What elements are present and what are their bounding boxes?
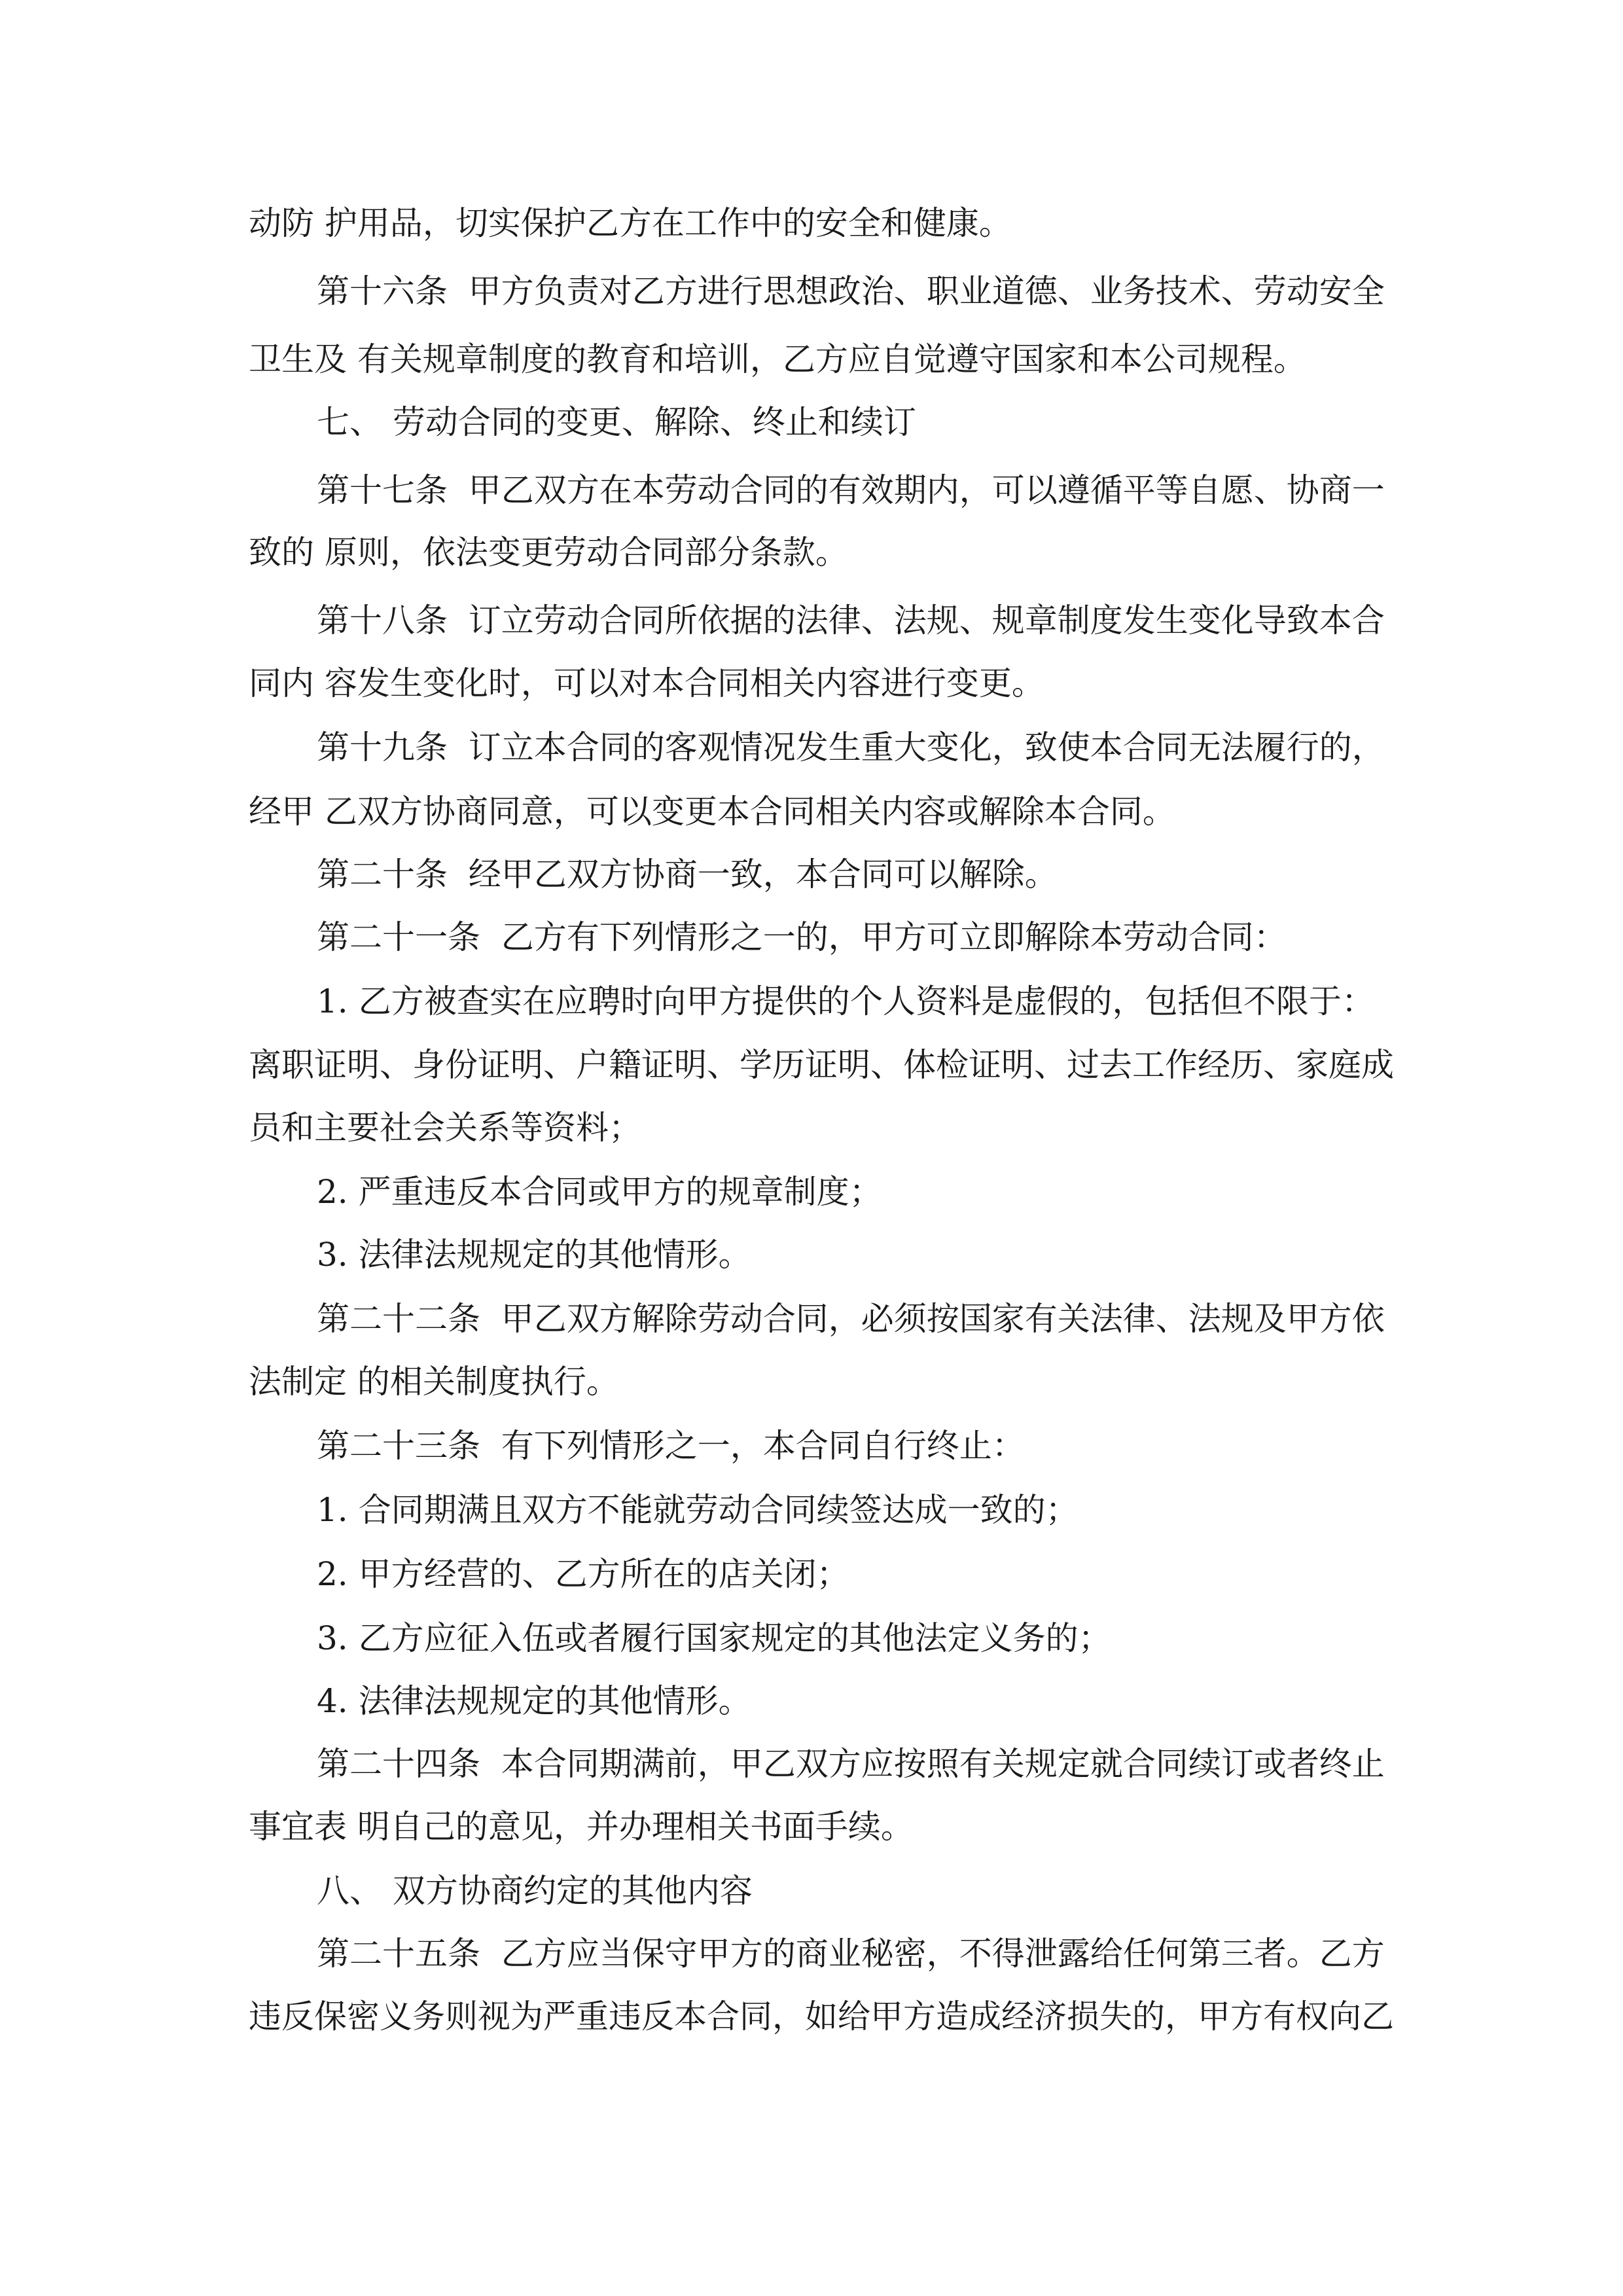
text-line: 第二十条 经甲乙双方协商一致，本合同可以解除。 bbox=[317, 855, 1058, 893]
text-line: 员和主要社会关系等资料； bbox=[249, 1109, 641, 1147]
text-line: 第二十一条 乙方有下列情形之一的，甲方可立即解除本劳动合同： bbox=[317, 918, 1287, 956]
text-line: 第二十三条 有下列情形之一，本合同自行终止： bbox=[317, 1427, 1025, 1465]
text-line: 事宜表 明自己的意见，并办理相关书面手续。 bbox=[249, 1808, 914, 1846]
text-line: 第十八条 订立劳动合同所依据的法律、法规、规章制度发生变化导致本合 bbox=[317, 601, 1385, 639]
text-line: 违反保密义务则视为严重违反本合同，如给甲方造成经济损失的，甲方有权向乙 bbox=[249, 1998, 1394, 2036]
text-line: 离职证明、身份证明、户籍证明、学历证明、体检证明、过去工作经历、家庭成 bbox=[249, 1046, 1394, 1084]
text-line: 第十六条 甲方负责对乙方进行思想政治、职业道德、业务技术、劳动安全 bbox=[317, 272, 1385, 310]
text-line: 第二十二条 甲乙双方解除劳动合同，必须按国家有关法律、法规及甲方依 bbox=[317, 1300, 1385, 1338]
text-line: 经甲 乙双方协商同意，可以变更本合同相关内容或解除本合同。 bbox=[249, 793, 1175, 831]
list-item: 4. 法律法规规定的其他情形。 bbox=[317, 1682, 751, 1720]
section-heading: 八、 双方协商约定的其他内容 bbox=[317, 1872, 753, 1910]
section-heading: 七、 劳动合同的变更、解除、终止和续订 bbox=[317, 403, 916, 441]
text-line: 同内 容发生变化时，可以对本合同相关内容进行变更。 bbox=[249, 664, 1044, 702]
text-line: 动防 护用品，切实保护乙方在工作中的安全和健康。 bbox=[249, 204, 1012, 242]
text-line: 卫生及 有关规章制度的教育和培训，乙方应自觉遵守国家和本公司规程。 bbox=[249, 340, 1306, 378]
list-item: 3. 法律法规规定的其他情形。 bbox=[317, 1236, 751, 1274]
list-item: 2. 甲方经营的、乙方所在的店关闭； bbox=[317, 1555, 849, 1593]
text-line: 法制定 的相关制度执行。 bbox=[249, 1363, 619, 1401]
list-item: 3. 乙方应征入伍或者履行国家规定的其他法定义务的； bbox=[317, 1619, 1111, 1657]
text-line: 第十九条 订立本合同的客观情况发生重大变化，致使本合同无法履行的， bbox=[317, 728, 1385, 766]
text-line: 第二十五条 乙方应当保守甲方的商业秘密，不得泄露给任何第三者。乙方 bbox=[317, 1935, 1385, 1973]
text-line: 致的 原则，依法变更劳动合同部分条款。 bbox=[249, 533, 848, 571]
list-item: 1. 乙方被查实在应聘时向甲方提供的个人资料是虚假的，包括但不限于： bbox=[317, 982, 1374, 1020]
text-line: 第十七条 甲乙双方在本劳动合同的有效期内，可以遵循平等自愿、协商一 bbox=[317, 471, 1385, 509]
list-item: 1. 合同期满且双方不能就劳动合同续签达成一致的； bbox=[317, 1491, 1079, 1529]
list-item: 2. 严重违反本合同或甲方的规章制度； bbox=[317, 1173, 882, 1211]
text-line: 第二十四条 本合同期满前，甲乙双方应按照有关规定就合同续订或者终止 bbox=[317, 1745, 1385, 1783]
